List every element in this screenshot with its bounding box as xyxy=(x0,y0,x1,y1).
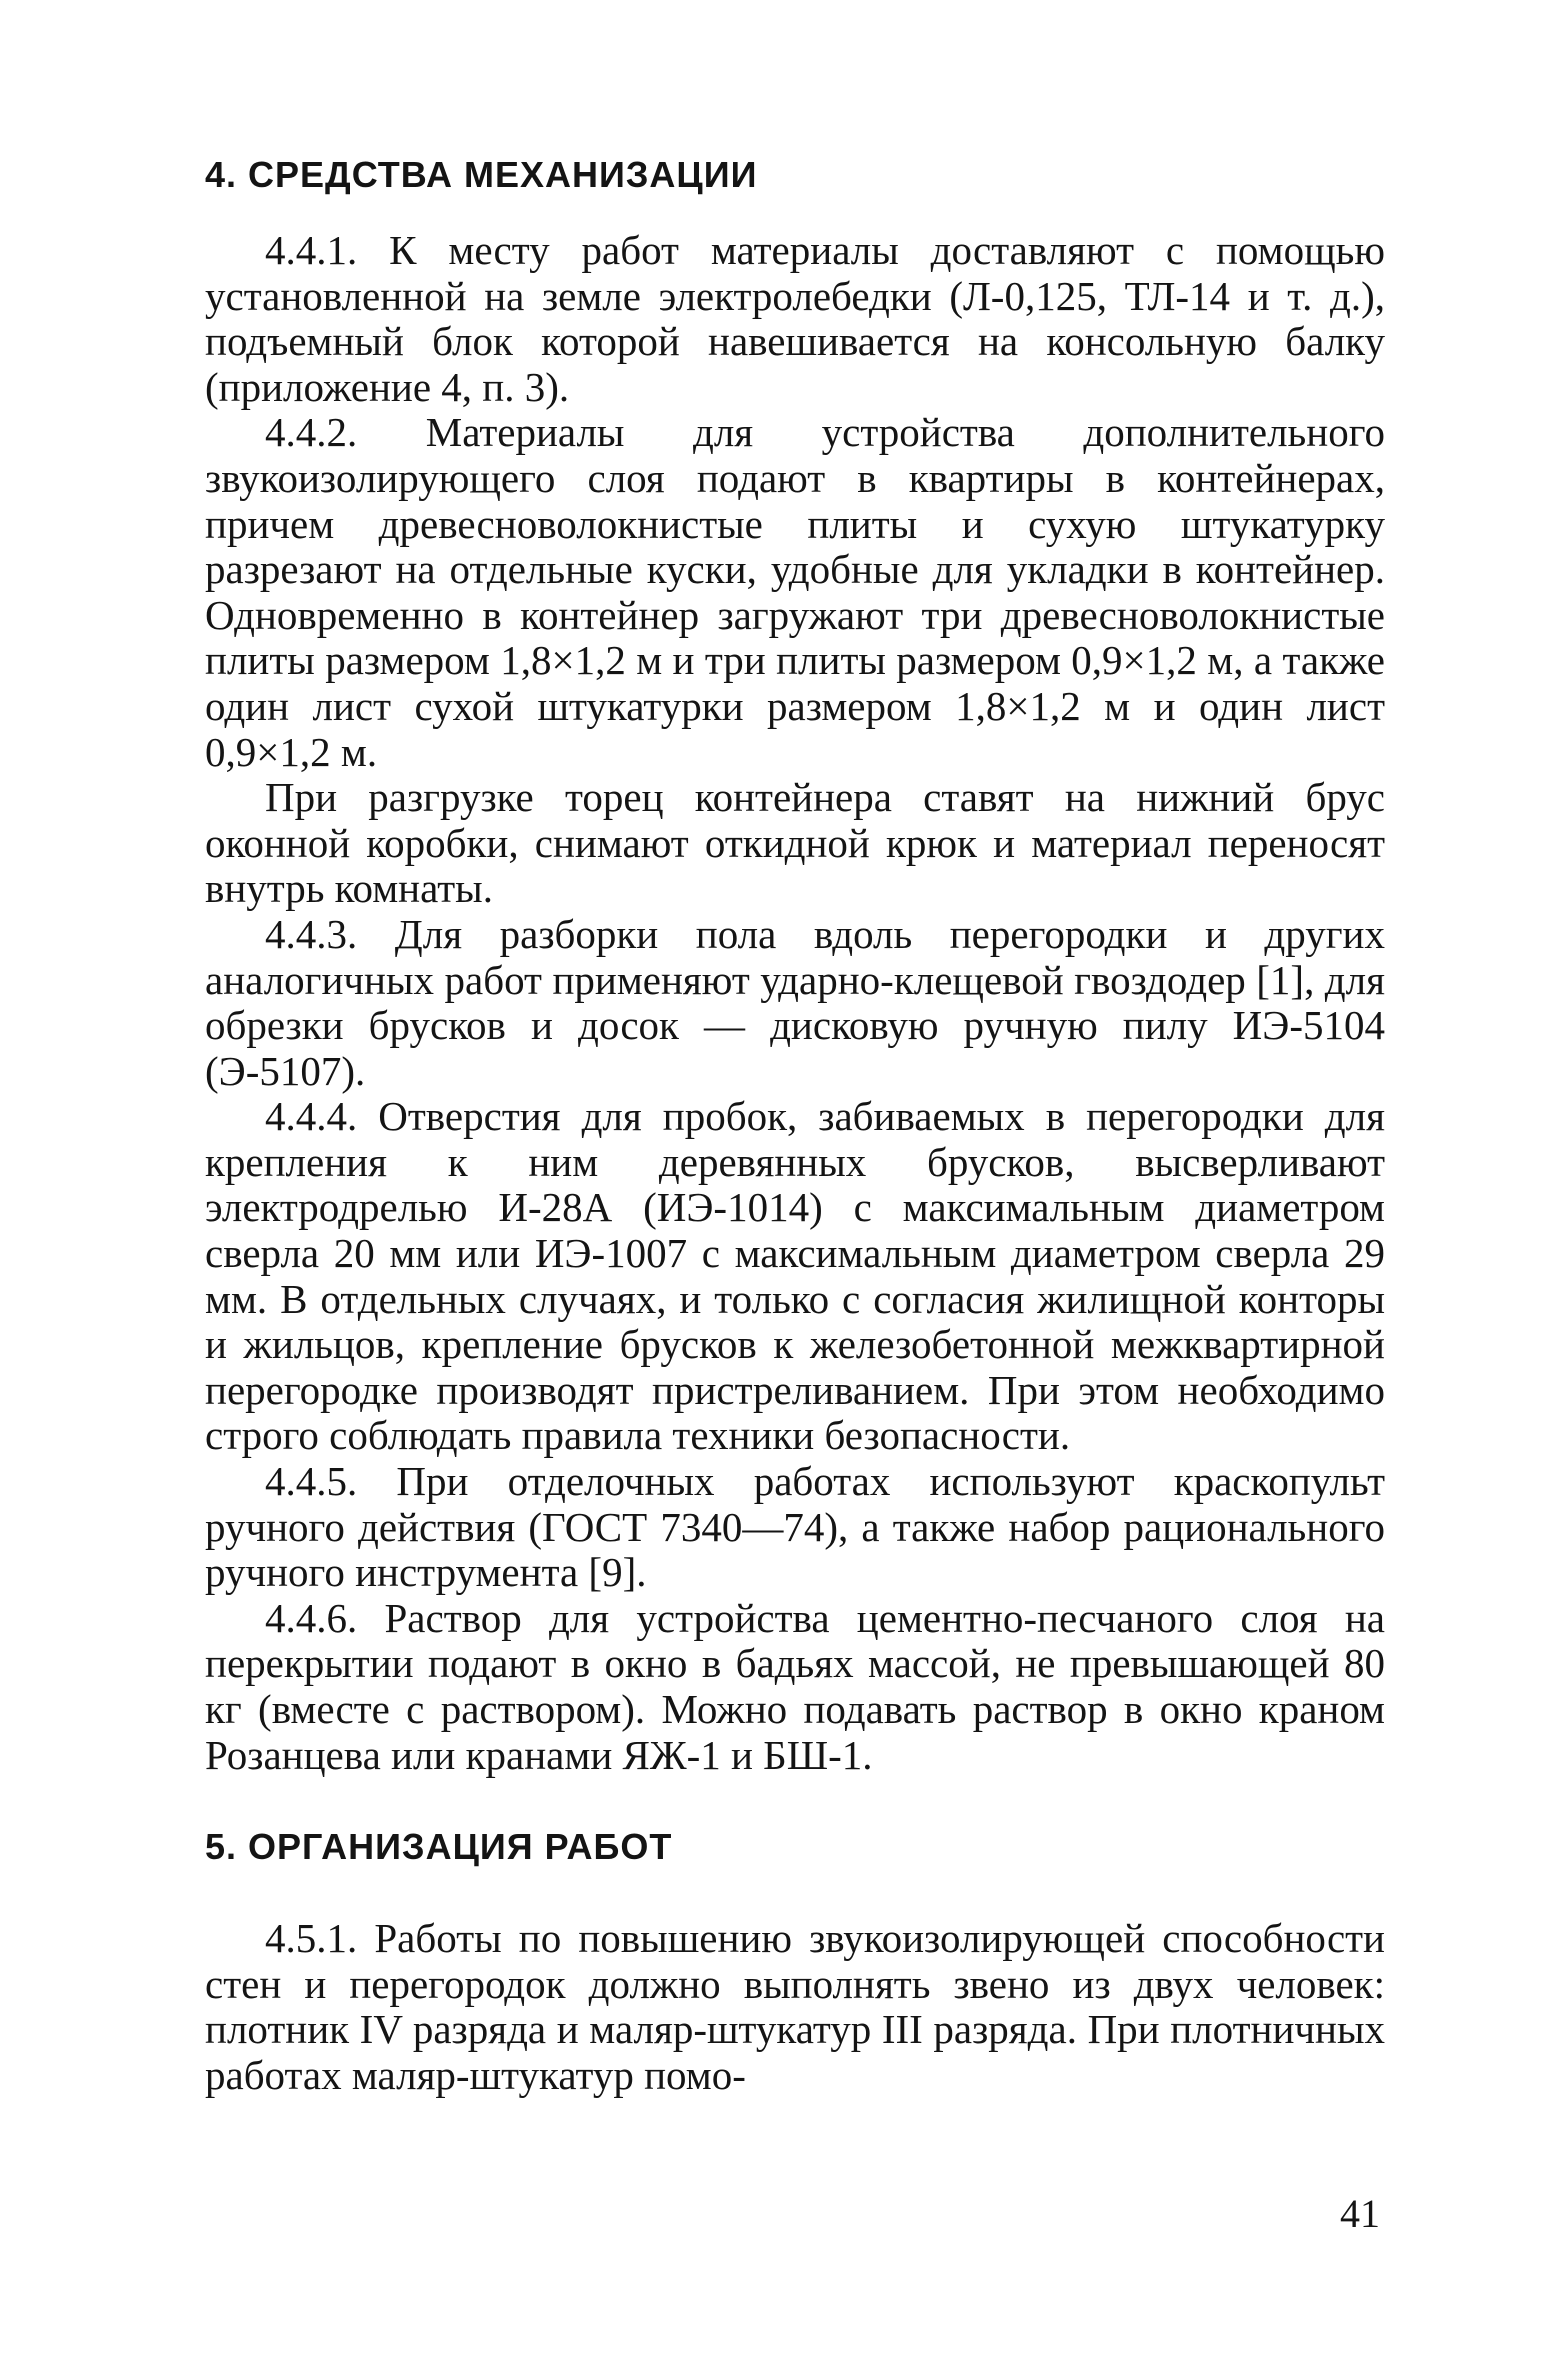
paragraph-4-4-6: 4.4.6. Раствор для устройства цементно-песчаного слоя на перекрытии подают в окно в бадьях массой, не превышающей 80 кг (вместе с раствором). Можно подавать раствор в окно краном Розанцева или кранами ЯЖ-1 и БШ-1. xyxy=(205,1594,1385,1778)
paragraph-unloading: При разгрузке торец контейнера ставят на нижний брус оконной коробки, снимают откидной крюк и материал переносят внутрь комнаты. xyxy=(205,774,1385,912)
section-5-heading: 5. ОРГАНИЗАЦИЯ РАБОТ xyxy=(205,1826,673,1868)
paragraph-4-4-5: 4.4.5. При отделочных работах используют краскопульт ручного действия (ГОСТ 7340—74), а также набор рационального ручного инструмента [9]. xyxy=(205,1458,1385,1596)
paragraph-4-4-4: 4.4.4. Отверстия для пробок, забиваемых в перегородки для крепления к ним деревянных брусков, высверливают электродрелью И-28А (ИЭ-1014) с максимальным диаметром сверла 20 мм или ИЭ-1007 с максимальным диаметром сверла 29 мм. В отдельных случаях, и только с согласия жилищной конторы и жильцов, крепление брусков к железобетонной межквартирной перегородке производят пристреливанием. При этом необходимо строго соблюдать правила техники безопасности. xyxy=(205,1093,1385,1459)
paragraph-4-4-3: 4.4.3. Для разборки пола вдоль перегородки и других аналогичных работ применяют ударно-клещевой гвоздодер [1], для обрезки брусков и досок — дисковую ручную пилу ИЭ-5104 (Э-5107). xyxy=(205,910,1385,1094)
section-4-heading: 4. СРЕДСТВА МЕХАНИЗАЦИИ xyxy=(205,154,758,195)
paragraph-4-4-1: 4.4.1. К месту работ материалы доставляют с помощью установленной на земле электролебедки (Л-0,125, ТЛ-14 и т. д.), подъемный блок которой навешивается на консольную балку (приложение 4, п. 3). xyxy=(205,227,1385,410)
page-number: 41 xyxy=(1340,2191,1380,2236)
page-body xyxy=(205,150,1385,2099)
paragraph-4-4-2: 4.4.2. Материалы для устройства дополнительного звукоизолирующего слоя подают в квартиры в контейнерах, причем древесноволокнистые плиты и сухую штукатурку разрезают на отдельные куски, удобные для укладки в контейнер. Одновременно в контейнер загружают три древесноволокнистые плиты размером 1,8×1,2 м и три плиты размером 0,9×1,2 м, а также один лист сухой штукатурки размером 1,8×1,2 м и один лист 0,9×1,2 м. xyxy=(205,409,1385,775)
paragraph-4-5-1: 4.5.1. Работы по повышению звукоизолирующей способности стен и перегородок должно выполнять звено из двух человек: плотник IV разряда и маляр-штукатур III разряда. При плотничных работах маляр-штукатур помо- xyxy=(205,1915,1385,2098)
